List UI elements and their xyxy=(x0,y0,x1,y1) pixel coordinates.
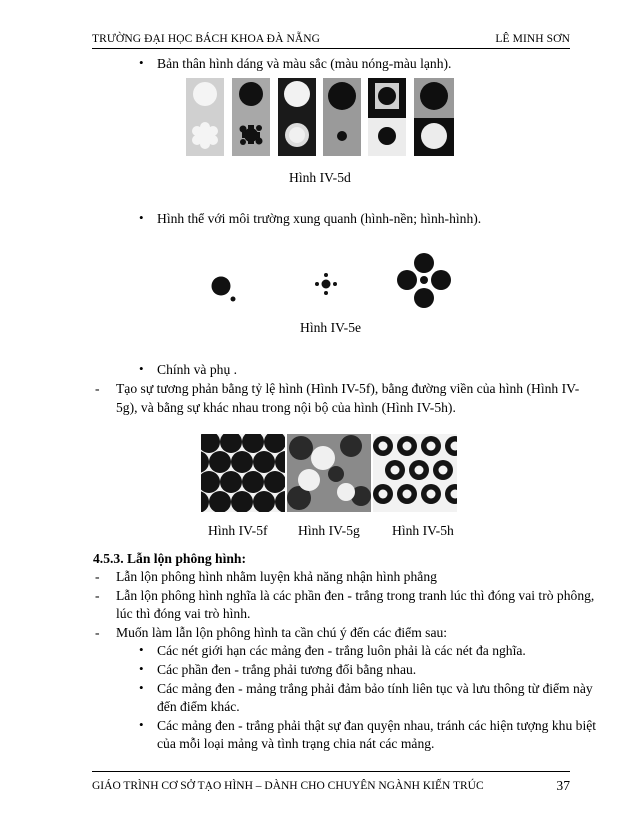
dash-marker: - xyxy=(95,588,100,603)
sub-bullet-4-line1: • Các mảng đen - trắng phải thật sự đan quyện nhau, tránh các hiện tượng khu biệt xyxy=(157,718,596,734)
item-3: Muốn làm lẫn lộn phông hình ta cần chú ý đến các điểm sau: xyxy=(116,625,448,640)
page-number: 37 xyxy=(556,778,570,793)
header-right: LÊ MINH SƠN xyxy=(495,33,570,45)
caption-iv-5f: Hình IV-5f xyxy=(208,523,268,538)
bullet-figure-environment: • Hình thể với môi trường xung quanh (hình-nền; hình-hình). xyxy=(157,211,481,227)
figure-iv-5f-5g-5h xyxy=(201,434,457,512)
figure-iv-5e xyxy=(205,250,465,310)
sub-bullet-3-line1: • Các mảng đen - mảng trắng phải đảm bảo tính liên tục và lưu thông từ điểm này xyxy=(157,681,593,697)
dash-marker: - xyxy=(95,569,100,584)
header-rule xyxy=(92,48,570,49)
sub-bullet-4-line2: của mỗi loại mảng và tình trạng chia nát các mảng. xyxy=(157,736,435,751)
footer-rule xyxy=(92,771,570,772)
dash-marker: - xyxy=(95,381,100,396)
caption-iv-5g: Hình IV-5g xyxy=(298,523,360,538)
sub-bullet-2: • Các phần đen - trắng phải tương đối bằng nhau. xyxy=(157,662,416,678)
item-1: Lẫn lộn phông hình nhằm luyện khả năng nhận hình phẳng xyxy=(116,569,437,584)
contrast-text-line2: 5g), và bằng sự khác nhau trong nội bộ của hình (Hình IV-5h). xyxy=(116,400,456,415)
caption-iv-5d: Hình IV-5d xyxy=(289,170,351,185)
caption-iv-5e: Hình IV-5e xyxy=(300,320,362,335)
caption-iv-5h: Hình IV-5h xyxy=(392,523,454,538)
item-2-line2: lúc thì đóng vai trò hình. xyxy=(116,606,251,621)
header-left: TRƯỜNG ĐẠI HỌC BÁCH KHOA ĐÀ NẴNG xyxy=(92,33,321,45)
sub-bullet-1: • Các nét giới hạn các mảng đen - trắng luôn phải là các nét đa nghĩa. xyxy=(157,643,526,659)
footer-left: GIÁO TRÌNH CƠ SỞ TẠO HÌNH – DÀNH CHO CHUYÊN NGÀNH KIẾN TRÚC xyxy=(92,780,484,792)
item-2-line1: Lẫn lộn phông hình nghĩa là các phần đen - trắng trong tranh lúc thì đóng vai trò phông, xyxy=(116,588,595,603)
bullet-shape-color: • Bản thân hình dáng và màu sắc (màu nóng-màu lạnh). xyxy=(157,56,451,72)
bullet-main-secondary: • Chính và phụ . xyxy=(157,362,237,378)
section-heading: 4.5.3. Lẫn lộn phông hình: xyxy=(93,551,246,566)
sub-bullet-3-line2: đến điểm khác. xyxy=(157,699,240,714)
dash-marker: - xyxy=(95,625,100,640)
contrast-text-line1: Tạo sự tương phản bằng tỷ lệ hình (Hình IV-5f), bằng đường viền của hình (Hình IV- xyxy=(116,381,580,396)
figure-iv-5d xyxy=(186,78,454,156)
